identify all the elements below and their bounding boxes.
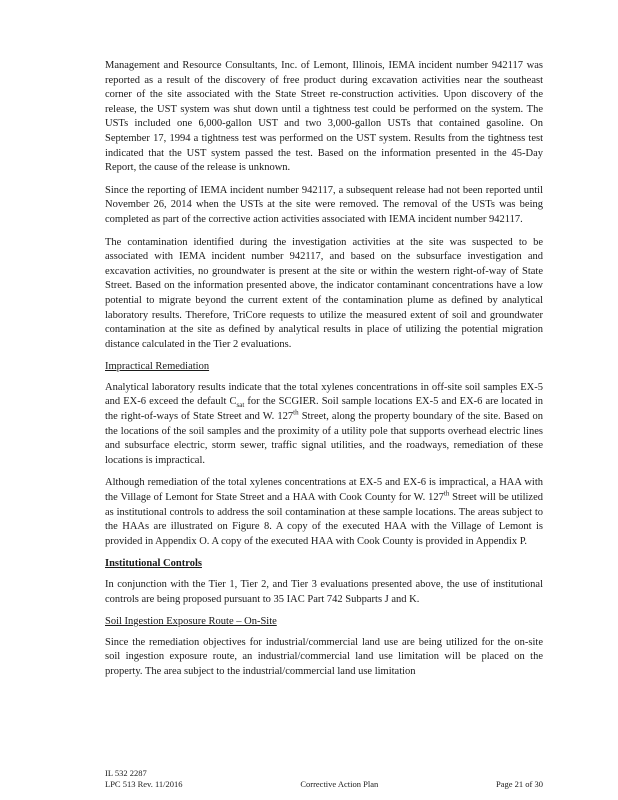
text-segment: Although remediation of the total xylenes concentrations at EX-5 and EX-6 is impractical, a HAA with the Village of Lemont for State Street and a HAA with Cook County for W. 127 bbox=[105, 477, 543, 504]
text-segment: Street, along the property boundary of the site. Based on the locations of the soil samples and the proximity of a utility pole that supports overhead electric lines and subsurface electric, storm sewer, traffic signal utilities, and the roadways, remediation of these locations is impractical. bbox=[105, 411, 543, 466]
paragraph-subsequent-release: Since the reporting of IEMA incident number 942117, a subsequent release had not been reported until November 26, 2014 when the USTs at the site were removed. The removal of the USTs was being completed as part of the corrective action activities associated with IEMA incident number 942117. bbox=[105, 184, 543, 225]
footer-row bbox=[105, 779, 543, 790]
footer-form-rev: LPC 513 Rev. 11/2016 bbox=[105, 779, 183, 789]
footer-form-id: IL 532 2287 bbox=[105, 768, 147, 778]
text-segment: for the SCGIER. Soil sample locations EX-5 and EX-6 are located in the right-of-ways of State Street and W. 127 bbox=[105, 396, 544, 423]
paragraph-migration-extent: The contamination identified during the investigation activities at the site was suspected to be associated with IEMA incident number 942117, and based on the subsurface investigation and excavation activities, no groundwater is present at the site or within the western right-of-way of State Street. Based on the information presented above, the indicator contaminant concentrations have a low potential to migrate beyond the current extent of the contamination plume as defined by analytical laboratory results. Therefore, TriCore requests to utilize the measured extent of soil and groundwater contamination at the site as defined by analytical results in place of utilizing the potential migration distance calculated in the Tier 2 evaluations. bbox=[105, 236, 543, 350]
paragraph-haa-controls bbox=[105, 476, 543, 549]
paragraph-release-history: Management and Resource Consultants, Inc. of Lemont, Illinois, IEMA incident number 942117 was reported as a result of the discovery of free product during excavation activities near the southeast corner of the site associated with the State Street re-construction activities. Upon discovery of the release, the UST system was shut down until a tightness test could be performed on the system. The USTs included one 6,000-gallon UST and two 3,000-gallon USTs that contained gasoline. On September 17, 1994 a tightness test was performed on the UST system. Results from the tightness test indicated that the UST system passed the test. Based on the information presented in the 45-Day Report, the cause of the release is unknown. bbox=[105, 60, 543, 174]
footer-doc-title: Corrective Action Plan bbox=[300, 779, 379, 789]
heading-impractical-remediation: Impractical Remediation bbox=[105, 361, 210, 373]
subscript-sat: sat bbox=[236, 401, 245, 410]
heading-soil-ingestion: Soil Ingestion Exposure Route – On-Site bbox=[105, 616, 277, 628]
body-text bbox=[105, 59, 543, 688]
superscript-th: th bbox=[293, 408, 299, 417]
paragraph-xylenes-results bbox=[105, 381, 543, 469]
text-segment: Street will be utilized as institutional controls to address the soil contamination at these sample locations. The areas subject to the HAAs are illustrated on Figure 8. A copy of the executed HAA with the Village of Lemont is provided in Appendix O. A copy of the executed HAA with Cook County is provided in Appendix P. bbox=[105, 492, 543, 547]
paragraph-land-use-limitation: Since the remediation objectives for industrial/commercial land use are being utilized for the on-site soil ingestion exposure route, an industrial/commercial land use limitation will be placed on the property. The area subject to the industrial/commercial land use limitation bbox=[105, 636, 543, 677]
page-footer bbox=[105, 768, 543, 790]
superscript-th: th bbox=[443, 489, 450, 498]
paragraph-tier-evaluations: In conjunction with the Tier 1, Tier 2, and Tier 3 evaluations presented above, the use of institutional controls are being proposed pursuant to 35 IAC Part 742 Subparts J and K. bbox=[105, 579, 543, 605]
heading-institutional-controls: Institutional Controls bbox=[105, 558, 202, 570]
footer-page-number: Page 21 of 30 bbox=[496, 779, 543, 789]
text-segment: Analytical laboratory results indicate that the total xylenes concentrations in off-site soil samples EX-5 and EX-6 exceed the default C bbox=[105, 381, 543, 408]
